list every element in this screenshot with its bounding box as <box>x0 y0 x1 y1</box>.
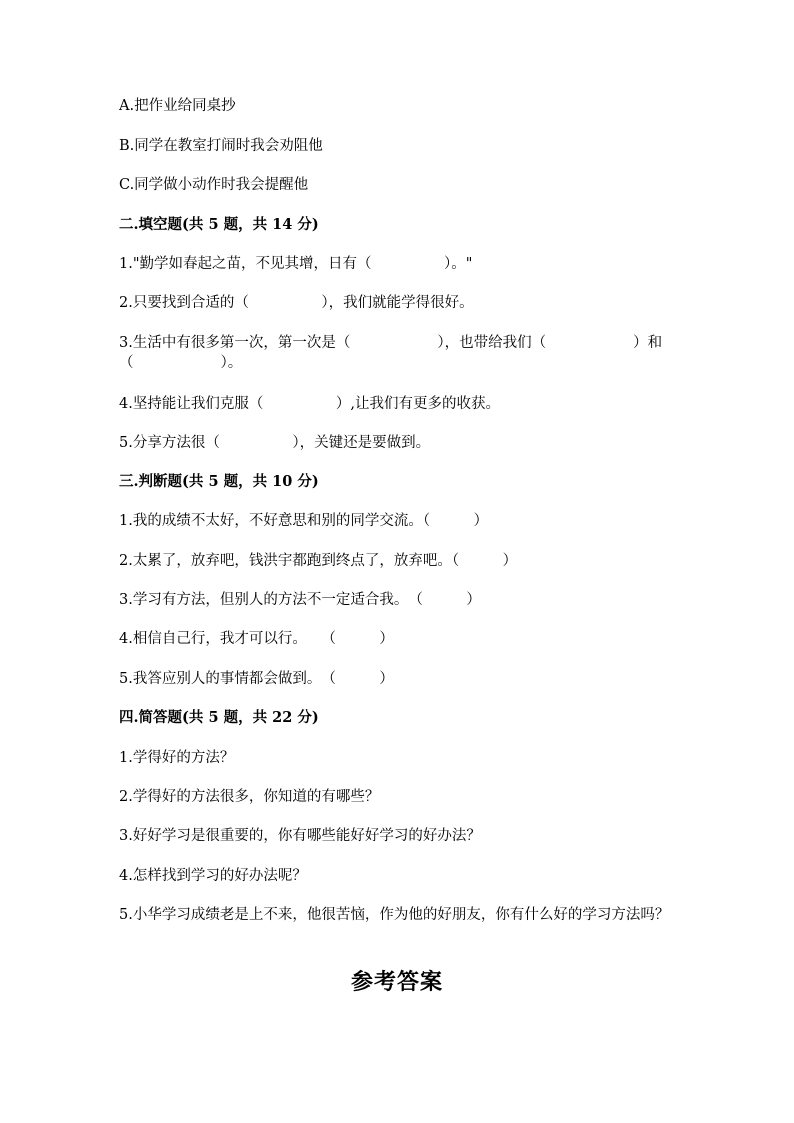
short-answer-question-5: 5.小华学习成绩老是上不来，他很苦恼，作为他的好朋友，你有什么好的学习方法吗？ <box>119 907 670 923</box>
fill-blank-question-4: 4.坚持能让我们克服（ ）,让我们有更多的收获。 <box>119 396 500 412</box>
short-answer-question-3: 3.好好学习是很重要的，你有哪些能好好学习的好办法？ <box>119 828 481 844</box>
true-false-question-3: 3.学习有方法，但别人的方法不一定适合我。 （ ） <box>119 592 481 608</box>
short-answer-question-1: 1.学得好的方法？ <box>119 750 235 766</box>
choice-option-b: B.同学在教室打闹时我会劝阻他 <box>119 138 323 154</box>
fill-blank-heading: 二.填空题(共 5 题，共 14 分) <box>119 216 319 233</box>
true-false-heading: 三.判断题(共 5 题，共 10 分) <box>119 473 319 490</box>
short-answer-heading: 四.简答题(共 5 题，共 22 分) <box>119 709 319 726</box>
true-false-question-2: 2.太累了，放弃吧，钱洪宇都跑到终点了，放弃吧。（ ） <box>119 553 518 569</box>
true-false-question-5: 5.我答应别人的事情都会做到。 （ ） <box>119 671 394 687</box>
fill-blank-question-5: 5.分享方法很（ ），关键还是要做到。 <box>119 435 431 451</box>
true-false-question-1: 1.我的成绩不太好，不好意思和别的同学交流。（ ） <box>119 513 489 529</box>
fill-blank-question-1: 1."勤学如春起之苗，不见其增，日有（ ）。" <box>119 256 473 272</box>
short-answer-question-2: 2.学得好的方法很多，你知道的有哪些？ <box>119 789 380 805</box>
short-answer-question-4: 4.怎样找到学习的好办法呢？ <box>119 868 307 884</box>
fill-blank-question-3: 3.生活中有很多第一次，第一次是（ ），也带给我们（ ）和（ ）。 <box>119 335 663 371</box>
answer-section-title: 参考答案 <box>350 969 443 995</box>
choice-option-c: C.同学做小动作时我会提醒他 <box>119 177 309 193</box>
fill-blank-question-2: 2.只要找到合适的（ ），我们就能学得很好。 <box>119 295 474 311</box>
true-false-question-4: 4.相信自己行，我才可以行。 （ ） <box>119 631 394 647</box>
choice-option-a: A.把作业给同桌抄 <box>119 98 236 114</box>
